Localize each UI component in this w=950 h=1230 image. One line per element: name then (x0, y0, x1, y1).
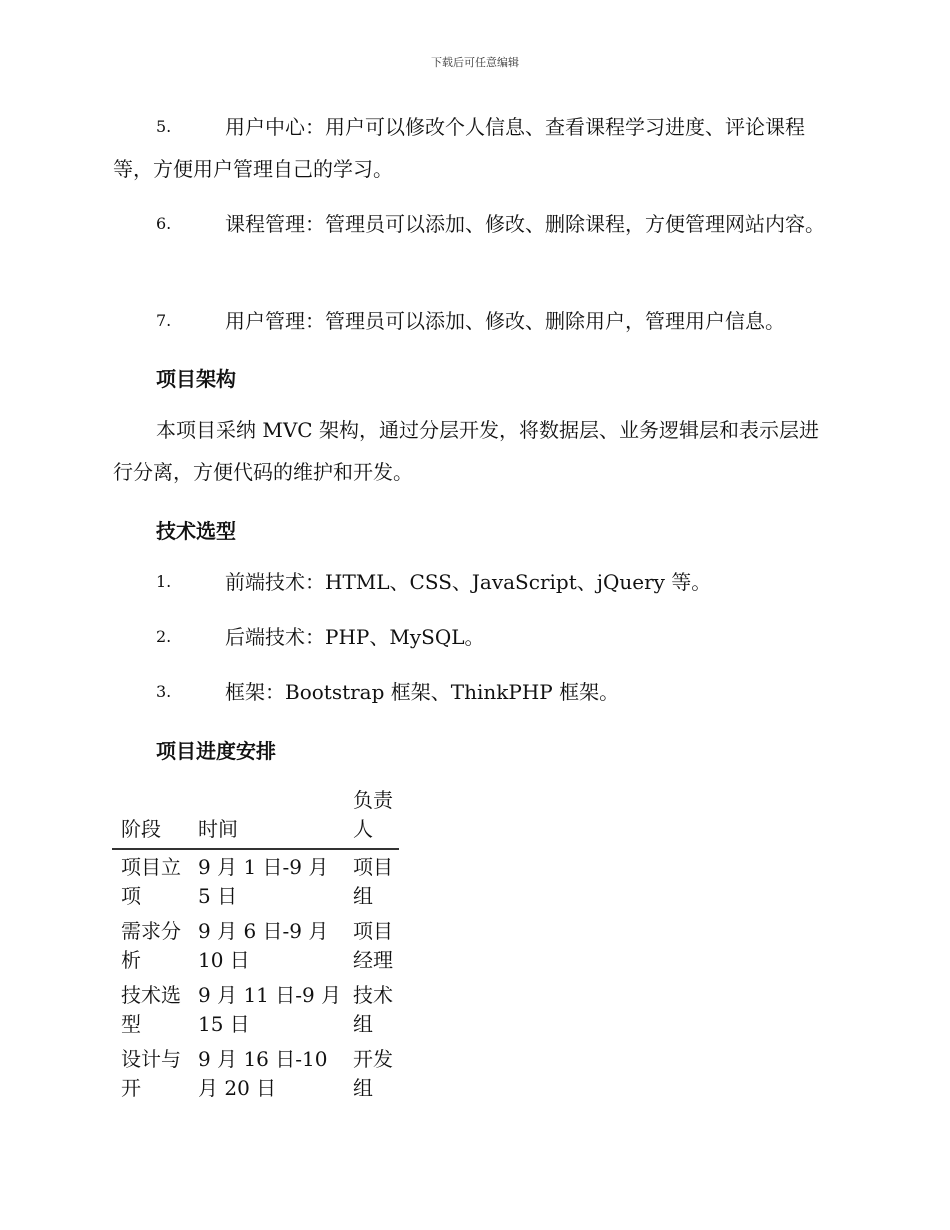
table-cell: 项目立项 (121, 855, 181, 908)
list-item (113, 671, 835, 713)
list-item (113, 616, 835, 658)
table-cell: 9 月 16 日-10 月 20 日 (198, 1047, 328, 1100)
list-text: 课程管理：管理员可以添加、修改、删除课程，方便管理网站内容。 (225, 212, 825, 236)
list-item (113, 203, 835, 245)
list-text: 后端技术：PHP、MySQL。 (225, 625, 485, 649)
table-cell: 技术选型 (121, 983, 181, 1036)
table-cell: 9 月 11 日-9 月 15 日 (198, 983, 342, 1036)
table-header-row (112, 786, 399, 849)
table-cell: 9 月 1 日-9 月 5 日 (198, 855, 329, 908)
schedule-table (112, 786, 399, 1106)
list-number: 3. (156, 682, 172, 701)
list-item (113, 106, 835, 190)
list-number: 2. (156, 627, 172, 646)
table-cell: 开发组 (353, 1047, 393, 1100)
section-heading-schedule: 项目进度安排 (156, 739, 276, 763)
table-cell: 需求分析 (121, 919, 181, 972)
table-row (112, 914, 399, 978)
list-number: 5. (156, 117, 172, 136)
list-text: 用户管理：管理员可以添加、修改、删除用户，管理用户信息。 (225, 309, 785, 333)
list-text: 用户中心：用户可以修改个人信息、查看课程学习进度、评论课程等，方便用户管理自己的学习。 (113, 115, 805, 181)
page-header: 下载后可任意编辑 (431, 56, 519, 69)
column-header-time: 时间 (189, 786, 344, 849)
list-number: 1. (156, 572, 172, 591)
section-heading-architecture: 项目架构 (156, 367, 236, 391)
table-row (112, 1042, 399, 1106)
table-row (112, 978, 399, 1042)
architecture-paragraph: 本项目采纳 MVC 架构，通过分层开发，将数据层、业务逻辑层和表示层进行分离，方便代码的维护和开发。 (113, 418, 819, 484)
table-cell: 项目经理 (353, 919, 393, 972)
table-cell: 技术组 (353, 983, 393, 1036)
list-text: 框架：Bootstrap 框架、ThinkPHP 框架。 (225, 680, 620, 704)
list-text: 前端技术：HTML、CSS、JavaScript、jQuery 等。 (225, 570, 712, 594)
column-header-phase: 阶段 (112, 786, 189, 849)
list-item (113, 300, 835, 342)
list-number: 6. (156, 214, 172, 233)
table-row (112, 849, 399, 914)
section-heading-tech: 技术选型 (156, 519, 236, 543)
table-cell: 项目组 (353, 855, 393, 908)
list-number: 7. (156, 311, 172, 330)
list-item (113, 561, 835, 603)
table-cell: 设计与开 (121, 1047, 181, 1100)
column-header-owner: 负责人 (344, 786, 399, 849)
table-cell: 9 月 6 日-9 月 10 日 (198, 919, 329, 972)
